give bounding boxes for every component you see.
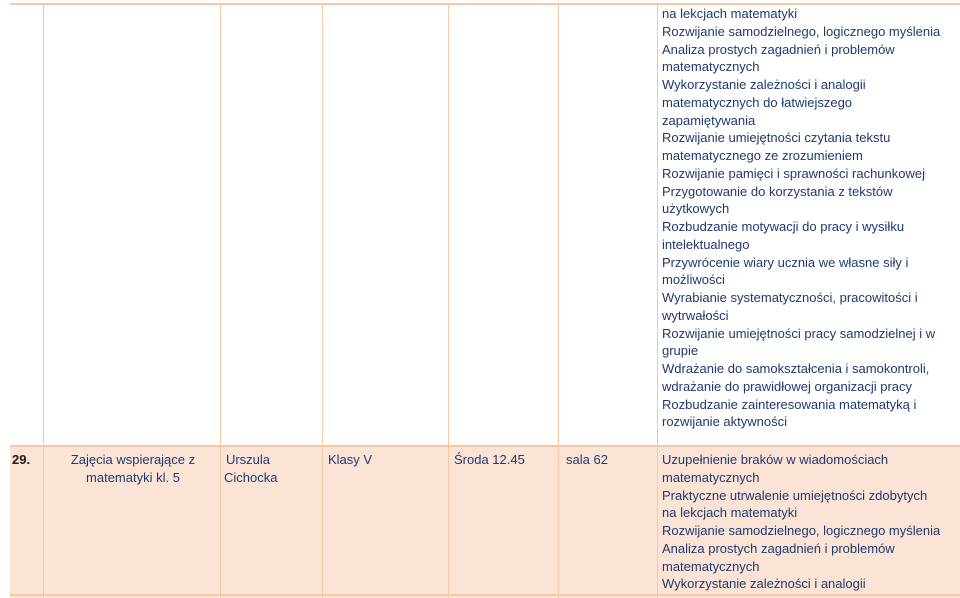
goal-line: zapamiętywania (662, 112, 756, 128)
goal-line: Rozbudzanie zainteresowania matematyką i (662, 396, 917, 412)
goal-line: Przywrócenie wiary ucznia we własne siły i (662, 254, 909, 270)
goal-line: matematycznych do łatwiejszego (662, 94, 853, 110)
goal-line: grupie (662, 343, 699, 359)
goal-line: intelektualnego (662, 236, 750, 252)
goal-line: na lekcjach matematyki (662, 505, 798, 521)
goal-line: Rozwijanie pamięci i sprawności rachunkowej (662, 165, 926, 181)
goal-line: na lekcjach matematyki (662, 6, 798, 21)
teacher-first-name: Urszula (225, 452, 271, 467)
teacher-last-name: Cichocka (224, 470, 278, 485)
goal-line: Praktyczne utrwalenie umiejętności zdobytych (662, 487, 928, 503)
room: sala 62 (566, 452, 608, 467)
goal-line: Przygotowanie do korzystania z tekstów (662, 183, 893, 199)
goal-line: Wykorzystanie zależności i analogii (662, 77, 866, 92)
goal-line: matematycznego ze zrozumieniem (662, 148, 863, 163)
goal-line: Uzupełnienie braków w wiadomościach (662, 452, 889, 467)
column-divider (657, 3, 658, 598)
class-group: Klasy V (328, 452, 373, 467)
goal-line: Analiza prostych zagadnień i problemów (662, 540, 895, 556)
column-divider (322, 3, 323, 598)
goal-line: Rozwijanie umiejętności pracy samodzielnej i w (662, 325, 936, 341)
goal-line: matematycznych (662, 59, 760, 75)
day-time: Środa 12.45 (454, 452, 525, 467)
goal-line: matematycznych (662, 469, 760, 485)
goal-line: użytkowych (662, 201, 730, 217)
activity-name-line: matematyki kl. 5 (86, 470, 180, 485)
goals-list-row-29 (662, 451, 957, 593)
column-divider (448, 3, 449, 598)
column-divider (43, 3, 44, 598)
row-number: 29. (12, 452, 31, 467)
column-divider (558, 3, 559, 598)
teacher-name (224, 451, 278, 487)
activity-name (48, 451, 218, 487)
goal-line: Wyrabianie systematyczności, pracowitości i (662, 290, 918, 305)
goal-line: Rozbudzanie motywacji do pracy i wysiłku (662, 219, 905, 234)
goal-line: matematycznych (662, 558, 760, 574)
goal-line: Analiza prostych zagadnień i problemów (662, 41, 895, 57)
goal-line: Rozwijanie samodzielnego, logicznego myślenia (662, 23, 941, 39)
activity-name-line: Zajęcia wspierające z (70, 452, 196, 467)
goals-list-top-row (662, 5, 957, 431)
goal-line: wdrażanie do prawidłowej organizacji pracy (662, 378, 913, 394)
goal-line: możliwości (662, 272, 725, 288)
goal-line: rozwijanie aktywności (662, 414, 787, 430)
goal-line: wytrwałości (662, 307, 729, 323)
goal-line: Rozwijanie umiejętności czytania tekstu (662, 130, 891, 146)
goal-line: Wykorzystanie zależności i analogii (662, 576, 866, 592)
goal-line: Wdrażanie do samokształcenia i samokontroli, (662, 361, 930, 376)
column-divider (220, 3, 221, 598)
goal-line: Rozwijanie samodzielnego, logicznego myślenia (662, 523, 941, 538)
table-bottom-border (10, 594, 960, 596)
